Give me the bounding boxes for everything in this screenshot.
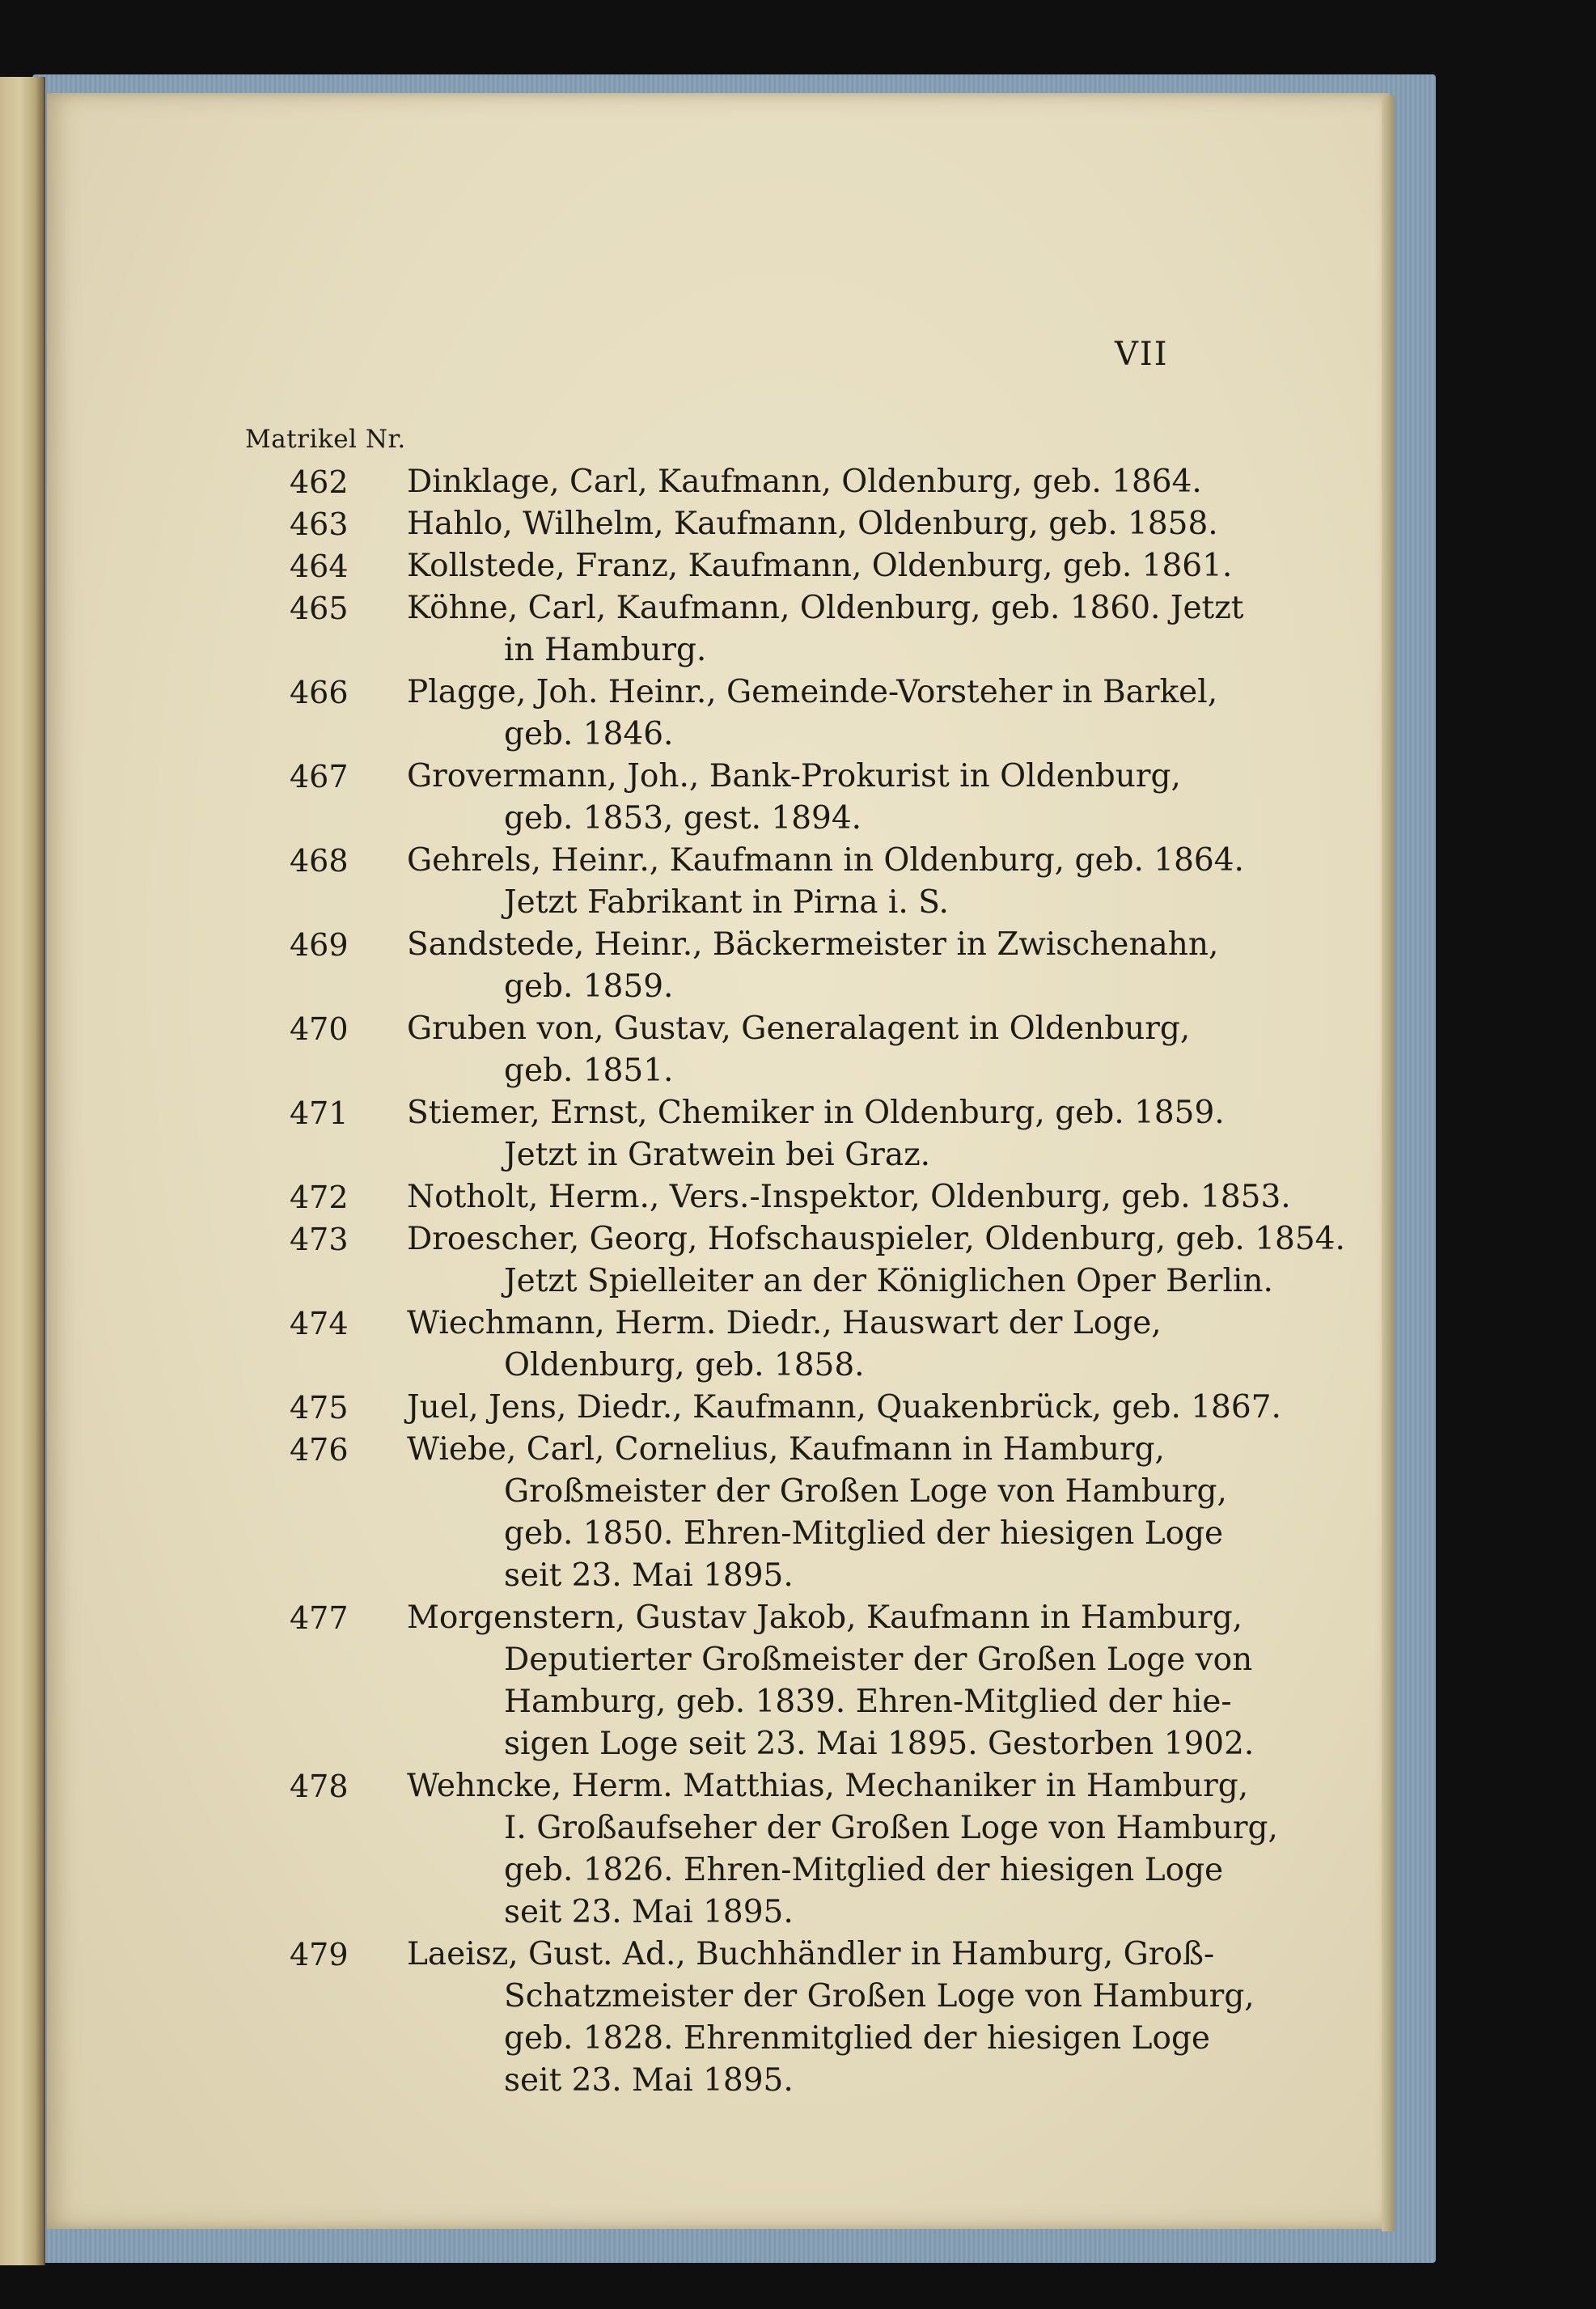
entry-text: Hahlo, Wilhelm, Kaufmann, Oldenburg, geb. 1858. [407,506,1218,542]
entry-number: 469 [290,927,349,963]
entry-text: Stiemer, Ernst, Chemiker in Oldenburg, geb. 1859. [407,1095,1225,1131]
entry-text: Gruben von, Gustav, Generalagent in Oldenburg, [407,1010,1191,1047]
entry-number: 478 [290,1769,349,1804]
entry-number: 471 [290,1095,349,1131]
entry-number: 474 [290,1306,349,1341]
book-page [47,93,1390,2229]
entry-text-continuation: seit 23. Mai 1895. [504,1557,794,1594]
entry-number: 468 [290,843,349,879]
entry-text-continuation: Schatzmeister der Großen Loge von Hamburg, [504,1978,1255,2015]
entry-text: Köhne, Carl, Kaufmann, Oldenburg, geb. 1860. Jetzt [407,590,1244,626]
entry-text-continuation: geb. 1851. [504,1053,674,1089]
entry-text: Sandstede, Heinr., Bäckermeister in Zwischenahn, [407,926,1219,963]
entry-text-continuation: Großmeister der Großen Loge von Hamburg, [504,1473,1227,1510]
entry-number: 466 [290,675,349,710]
entry-number: 476 [290,1432,349,1468]
entry-text-continuation: seit 23. Mai 1895. [504,2062,794,2099]
entry-text-continuation: seit 23. Mai 1895. [504,1894,794,1930]
entry-text: Juel, Jens, Diedr., Kaufmann, Quakenbrück, geb. 1867. [407,1389,1281,1426]
entry-number: 463 [290,506,349,542]
entry-text-continuation: geb. 1853, gest. 1894. [504,800,862,837]
entry-number: 477 [290,1600,349,1636]
page-number: VII [1115,336,1169,373]
entry-number: 470 [290,1011,349,1047]
entry-text-continuation: Hamburg, geb. 1839. Ehren-Mitglied der hie- [504,1684,1232,1720]
entry-text: Grovermann, Joh., Bank-Prokurist in Oldenburg, [407,758,1181,794]
entry-number: 464 [290,549,349,584]
previous-page-edge [0,77,45,2265]
entry-text: Notholt, Herm., Vers.-Inspektor, Oldenburg, geb. 1853. [407,1179,1291,1215]
entry-text-continuation: Jetzt in Gratwein bei Graz. [504,1137,931,1173]
entry-number: 472 [290,1180,349,1215]
entry-number: 467 [290,759,349,794]
entry-text: Kollstede, Franz, Kaufmann, Oldenburg, geb. 1861. [407,548,1233,584]
entry-text: Droescher, Georg, Hofschauspieler, Oldenburg, geb. 1854. [407,1221,1345,1257]
entry-text: Wiechmann, Herm. Diedr., Hauswart der Loge, [407,1305,1162,1341]
entry-number: 465 [290,591,349,626]
entry-text: Dinklage, Carl, Kaufmann, Oldenburg, geb. 1864. [407,464,1202,500]
entry-text-continuation: Jetzt Spielleiter an der Königlichen Oper Berlin. [504,1263,1273,1299]
entry-text-continuation: geb. 1846. [504,716,674,752]
entry-number: 462 [290,464,349,500]
entry-text: Wiebe, Carl, Cornelius, Kaufmann in Hamburg, [407,1431,1165,1468]
entry-text-continuation: Jetzt Fabrikant in Pirna i. S. [504,884,949,921]
entry-text: Gehrels, Heinr., Kaufmann in Oldenburg, geb. 1864. [407,842,1244,879]
entry-text: Laeisz, Gust. Ad., Buchhändler in Hamburg, Groß- [407,1936,1215,1972]
entry-text-continuation: geb. 1828. Ehrenmitglied der hiesigen Loge [504,2020,1210,2057]
page-right-edge [1382,95,1395,2231]
entry-text-continuation: geb. 1826. Ehren-Mitglied der hiesigen Loge [504,1852,1224,1888]
entry-text: Morgenstern, Gustav Jakob, Kaufmann in Hamburg, [407,1599,1243,1636]
entry-text-continuation: I. Großaufseher der Großen Loge von Hamburg, [504,1810,1278,1846]
column-header: Matrikel Nr. [245,425,406,454]
entry-number: 475 [290,1390,349,1426]
entry-text-continuation: in Hamburg. [504,632,707,668]
entry-text-continuation: geb. 1859. [504,968,674,1005]
entry-text-continuation: geb. 1850. Ehren-Mitglied der hiesigen Loge [504,1515,1224,1552]
entry-number: 473 [290,1222,349,1257]
entry-text-continuation: Oldenburg, geb. 1858. [504,1347,865,1383]
entry-number: 479 [290,1937,349,1972]
entry-text: Wehncke, Herm. Matthias, Mechaniker in Hamburg, [407,1768,1249,1804]
entry-text-continuation: Deputierter Großmeister der Großen Loge von [504,1642,1253,1678]
entry-text-continuation: sigen Loge seit 23. Mai 1895. Gestorben 1902. [504,1726,1255,1762]
entry-text: Plagge, Joh. Heinr., Gemeinde-Vorsteher in Barkel, [407,674,1218,710]
